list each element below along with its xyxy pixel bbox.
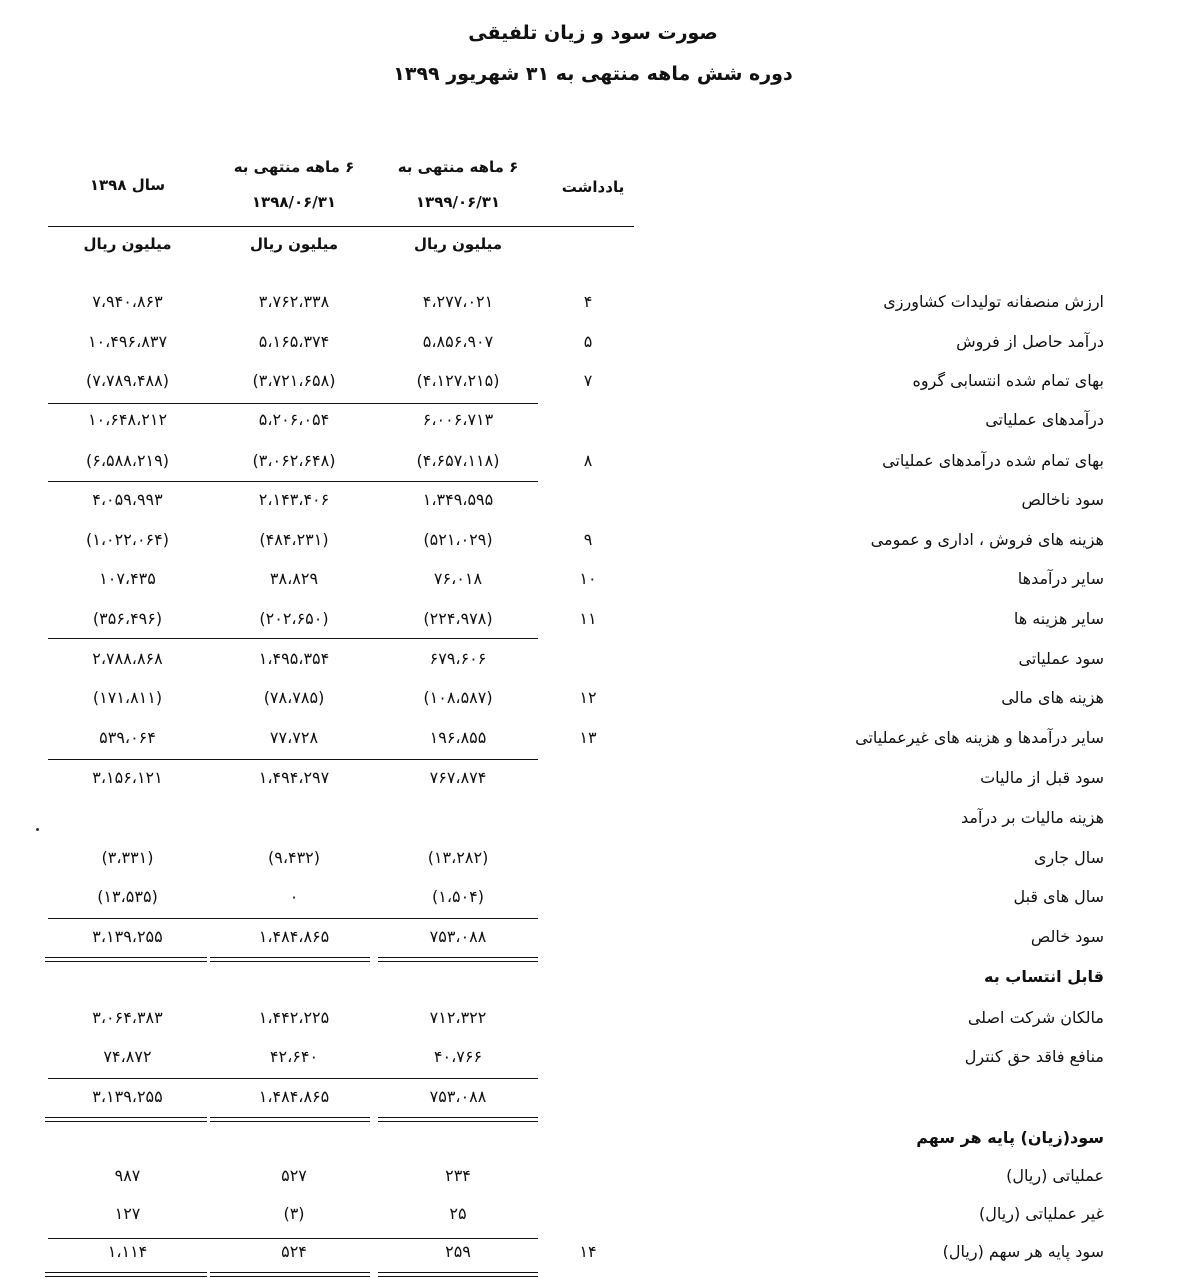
row-value-1398-6m: ۱،۴۸۴،۸۶۵	[258, 1087, 330, 1106]
row-value-1398-year: (۳،۳۳۱)	[101, 848, 154, 867]
row-value-1399: ۲۵	[449, 1204, 467, 1223]
row-value-1398-year: ۳،۱۳۹،۲۵۵	[92, 1087, 163, 1106]
row-value-1399: ۷۱۲،۳۲۲	[429, 1008, 487, 1027]
row-label: سود خالص	[1030, 927, 1104, 946]
rule-after-nonop-eps	[48, 1238, 538, 1239]
double-rule-net-profit-c2	[210, 957, 370, 962]
row-label: سایر درآمدها و هزینه های غیرعملیاتی	[855, 728, 1104, 747]
row-label: درآمدهای عملیاتی	[985, 410, 1104, 429]
rule-after-nonop	[48, 759, 538, 760]
stray-dot	[36, 828, 39, 831]
row-value-1399: ۱۹۶،۸۵۵	[429, 728, 487, 747]
row-label: هزینه مالیات بر درآمد	[960, 808, 1104, 827]
rule-after-other-exp	[48, 638, 538, 639]
row-value-1398-6m: ۲،۱۴۳،۴۰۶	[258, 490, 330, 509]
row-value-1398-year: (۳۵۶،۴۹۶)	[92, 609, 163, 628]
c3-unit: میلیون ریال	[83, 235, 172, 253]
row-label: سود عملیاتی	[1018, 649, 1104, 668]
row-value-1398-year: ۱۰،۴۹۶،۸۳۷	[87, 332, 168, 351]
row-label: سود قبل از مالیات	[980, 768, 1104, 787]
double-rule-net-profit-c3	[45, 957, 207, 962]
row-value-1398-6m: ۱،۴۸۴،۸۶۵	[258, 927, 330, 946]
row-value-1399: (۵۲۱،۰۲۹)	[423, 530, 493, 549]
double-rule-total-c1	[378, 1117, 538, 1122]
row-value-1398-6m: (۳،۰۶۲،۶۴۸)	[252, 451, 336, 470]
row-value-1399: ۶۷۹،۶۰۶	[429, 649, 487, 668]
row-value-1399: ۷۶،۰۱۸	[433, 569, 483, 588]
row-label: درآمد حاصل از فروش	[956, 332, 1104, 351]
row-value-1398-year: ۹۸۷	[114, 1166, 141, 1185]
row-value-1398-year: ۷،۹۴۰،۸۶۳	[92, 292, 163, 311]
row-value-1398-6m: ۵،۱۶۵،۳۷۴	[258, 332, 330, 351]
row-label: سال های قبل	[1013, 887, 1104, 906]
double-rule-eps-c3	[45, 1272, 207, 1277]
row-value-1398-6m: (۹،۴۳۲)	[267, 848, 321, 867]
row-value-1398-year: ۳،۱۵۶،۱۲۱	[92, 768, 163, 787]
double-rule-eps-c2	[210, 1272, 370, 1277]
row-value-1399: (۴،۱۲۷،۲۱۵)	[416, 371, 500, 390]
row-value-1399: ۵،۸۵۶،۹۰۷	[422, 332, 494, 351]
row-note: ۱۲	[579, 688, 597, 707]
row-value-1399: (۱۰۸،۵۸۷)	[423, 688, 493, 707]
row-label: سود(زیان) پایه هر سهم	[916, 1128, 1104, 1147]
row-value-1399: (۱۳،۲۸۲)	[427, 848, 489, 867]
row-value-1398-6m: ۱،۴۹۴،۲۹۷	[258, 768, 330, 787]
row-value-1399: ۲۵۹	[445, 1242, 471, 1261]
row-value-1398-6m: ۳۸،۸۲۹	[269, 569, 319, 588]
row-note: ۱۳	[579, 728, 597, 747]
row-value-1398-6m: ۷۷،۷۲۸	[269, 728, 319, 747]
row-value-1399: (۴،۶۵۷،۱۱۸)	[416, 451, 500, 470]
row-label: بهای تمام شده انتسابی گروه	[912, 371, 1104, 390]
c2-unit: میلیون ریال	[249, 235, 338, 253]
row-value-1398-year: (۱،۰۲۲،۰۶۴)	[86, 530, 169, 549]
row-value-1398-6m: ۵۲۷	[281, 1166, 307, 1185]
row-value-1398-year: ۱،۱۱۴	[107, 1242, 148, 1261]
c2-header-line2: ۱۳۹۸/۰۶/۳۱	[251, 193, 337, 211]
row-value-1398-6m: (۳)	[283, 1204, 305, 1223]
c3-header: سال ۱۳۹۸	[89, 176, 166, 194]
c2-header-line1: ۶ ماهه منتهی به	[233, 158, 355, 176]
double-rule-eps-c1	[378, 1272, 538, 1277]
row-value-1398-year: ۲،۷۸۸،۸۶۸	[92, 649, 163, 668]
note-column-header: يادداشت	[561, 178, 625, 196]
row-value-1398-year: ۷۴،۸۷۲	[103, 1047, 152, 1066]
row-note: ۹	[583, 530, 593, 549]
c1-unit: میلیون ریال	[413, 235, 502, 253]
c1-header-line2: ۱۳۹۹/۰۶/۳۱	[415, 193, 501, 211]
row-value-1398-year: ۳،۰۶۴،۳۸۳	[92, 1008, 163, 1027]
row-value-1398-year: (۱۳،۵۳۵)	[97, 887, 158, 906]
statement-title: صورت سود و زیان تلفیقی	[468, 22, 718, 44]
row-value-1398-6m: (۳،۷۲۱،۶۵۸)	[252, 371, 336, 390]
row-label: هزینه های فروش ، اداری و عمومی	[870, 530, 1104, 549]
c1-header-line1: ۶ ماهه منتهی به	[397, 158, 519, 176]
row-value-1398-year: ۱۰۷،۴۳۵	[99, 569, 156, 588]
row-label: ارزش منصفانه تولیدات کشاورزی	[883, 292, 1104, 311]
row-note: ۷	[583, 371, 593, 390]
double-rule-total-c3	[45, 1117, 207, 1122]
rule-after-cost-op	[48, 481, 538, 482]
row-value-1399: ۷۶۷،۸۷۴	[429, 768, 487, 787]
row-value-1399: ۶،۰۰۶،۷۱۳	[422, 410, 494, 429]
row-note: ۵	[583, 332, 593, 351]
row-value-1398-6m: ۵،۲۰۶،۰۵۴	[258, 410, 330, 429]
row-value-1399: (۱،۵۰۴)	[431, 887, 485, 906]
row-value-1399: ۱،۳۴۹،۵۹۵	[422, 490, 494, 509]
row-value-1399: ۷۵۳،۰۸۸	[429, 1087, 487, 1106]
row-value-1399: ۴۰،۷۶۶	[433, 1047, 483, 1066]
row-value-1398-year: ۱۰،۶۴۸،۲۱۲	[87, 410, 168, 429]
rule-after-nci	[48, 1078, 538, 1079]
row-label: سال جاری	[1033, 848, 1104, 867]
row-value-1398-6m: ۱،۴۴۲،۲۲۵	[258, 1008, 330, 1027]
row-label: مالکان شرکت اصلی	[967, 1008, 1104, 1027]
row-note: ۴	[583, 292, 593, 311]
row-value-1399: ۲۳۴	[445, 1166, 471, 1185]
row-value-1398-6m: ۰	[289, 887, 299, 906]
row-value-1398-6m: ۵۲۴	[281, 1242, 307, 1261]
row-value-1398-6m: (۴۸۴،۲۳۱)	[259, 530, 329, 549]
row-value-1399: ۴،۲۷۷،۰۲۱	[422, 292, 494, 311]
row-note: ۱۱	[579, 609, 597, 628]
rule-after-prior-years	[48, 918, 538, 919]
row-value-1398-year: ۱۲۷	[114, 1204, 141, 1223]
row-note: ۱۰	[579, 569, 597, 588]
row-value-1398-year: (۱۷۱،۸۱۱)	[92, 688, 163, 707]
header-rule	[48, 226, 634, 227]
row-value-1398-6m: ۳،۷۶۲،۳۳۸	[258, 292, 330, 311]
row-value-1398-year: ۴،۰۵۹،۹۹۳	[92, 490, 163, 509]
double-rule-net-profit-c1	[378, 957, 538, 962]
row-value-1398-year: ۵۳۹،۰۶۴	[99, 728, 156, 747]
row-value-1398-6m: (۷۸،۷۸۵)	[263, 688, 325, 707]
row-value-1398-6m: ۴۲،۶۴۰	[269, 1047, 319, 1066]
row-value-1398-year: (۷،۷۸۹،۴۸۸)	[86, 371, 169, 390]
statement-subtitle: دوره شش ماهه منتهی به ۳۱ شهریور ۱۳۹۹	[393, 63, 793, 85]
row-label: سود ناخالص	[1021, 490, 1104, 509]
row-label: منافع فاقد حق کنترل	[964, 1047, 1104, 1066]
row-label: غیر عملیاتی (ریال)	[979, 1204, 1104, 1223]
row-note: ۱۴	[579, 1242, 597, 1261]
row-label: بهای تمام شده درآمدهای عملیاتی	[882, 451, 1104, 470]
row-value-1399: (۲۲۴،۹۷۸)	[423, 609, 493, 628]
row-value-1398-6m: (۲۰۲،۶۵۰)	[259, 609, 329, 628]
row-value-1398-6m: ۱،۴۹۵،۳۵۴	[258, 649, 330, 668]
row-label: عملیاتی (ریال)	[1006, 1166, 1104, 1185]
row-label: قابل انتساب به	[983, 967, 1104, 986]
row-value-1399: ۷۵۳،۰۸۸	[429, 927, 487, 946]
double-rule-total-c2	[210, 1117, 370, 1122]
row-note: ۸	[583, 451, 593, 470]
rule-after-cogs-group	[48, 403, 538, 404]
row-label: سایر هزینه ها	[1013, 609, 1104, 628]
row-label: سایر درآمدها	[1017, 569, 1104, 588]
row-value-1398-year: ۳،۱۳۹،۲۵۵	[92, 927, 163, 946]
row-label: سود پایه هر سهم (ریال)	[942, 1242, 1104, 1261]
row-label: هزینه های مالی	[1001, 688, 1104, 707]
row-value-1398-year: (۶،۵۸۸،۲۱۹)	[86, 451, 169, 470]
